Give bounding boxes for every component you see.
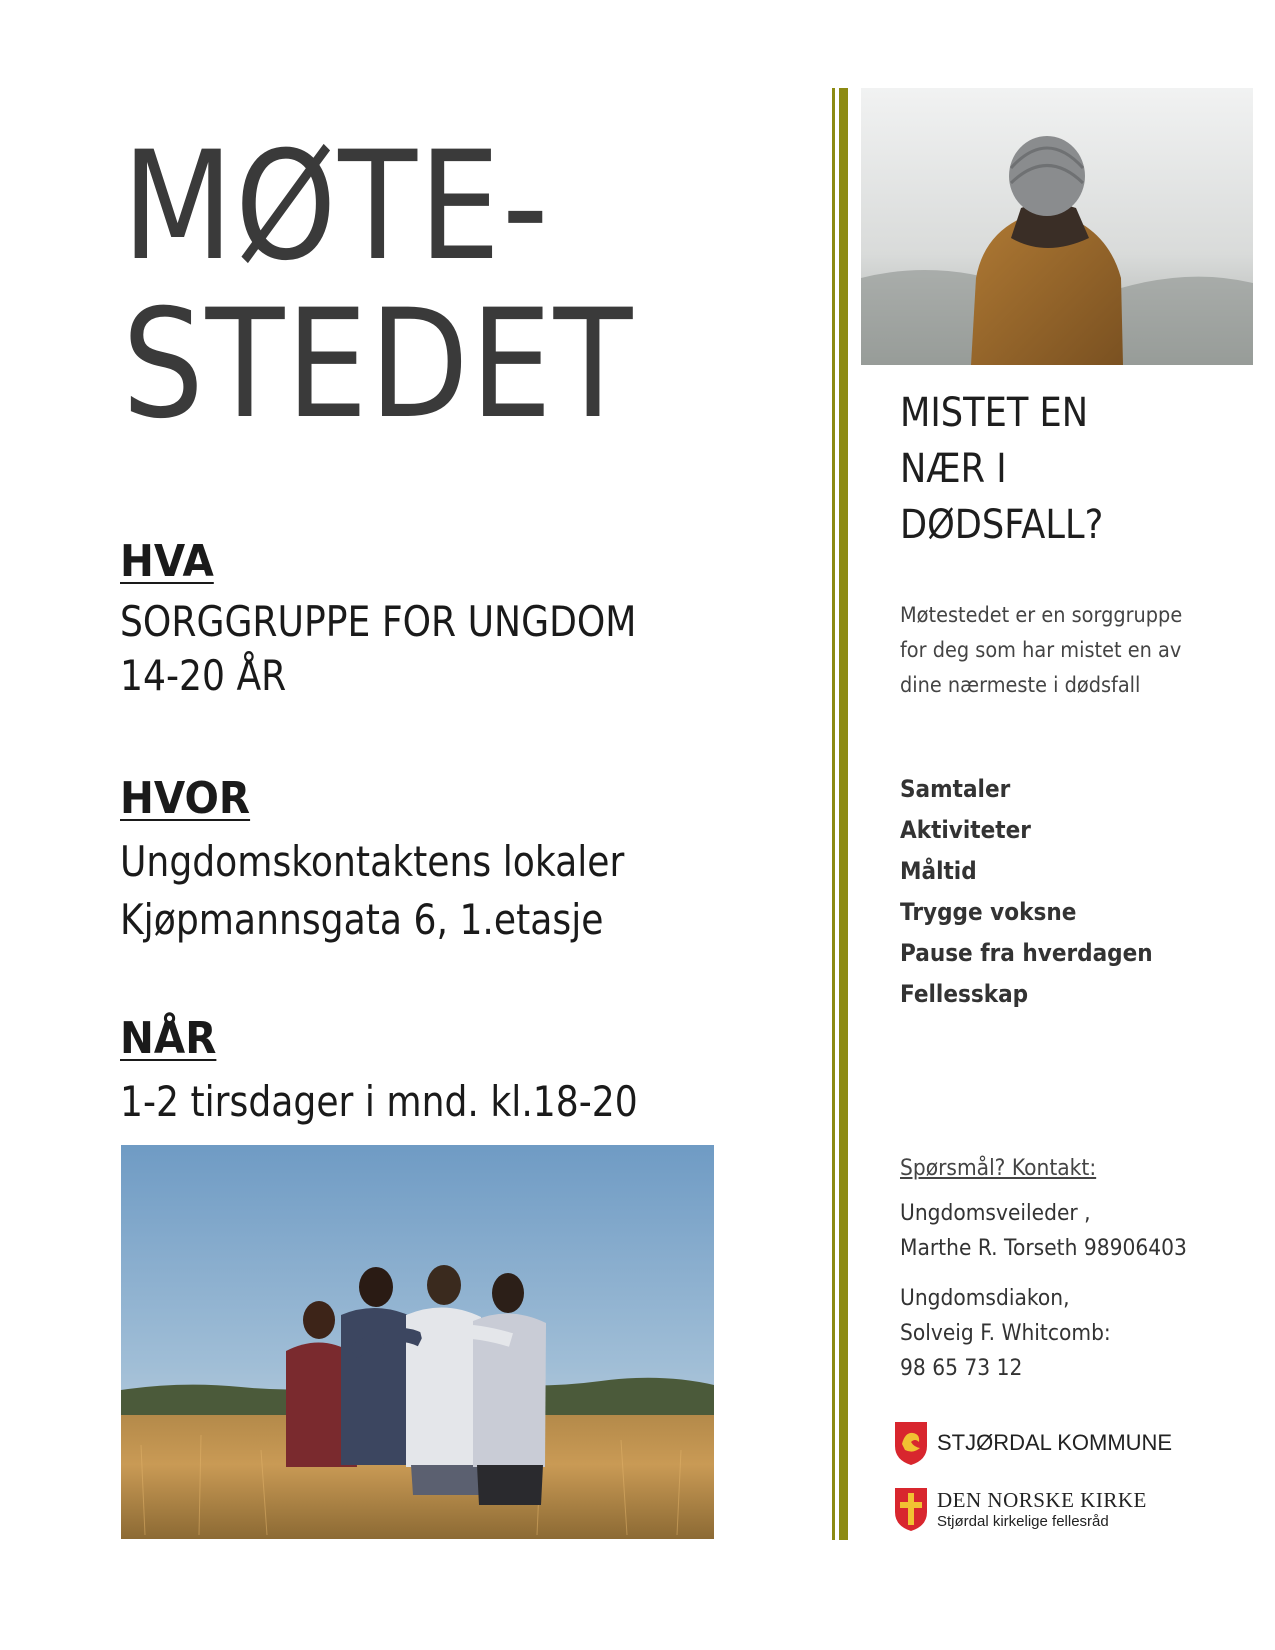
vertical-divider-thin <box>832 88 835 1540</box>
section-hva-line-1: SORGGRUPPE FOR UNGDOM <box>120 597 637 646</box>
side-intro-line-3: dine nærmeste i dødsfall <box>900 673 1141 697</box>
contact-person1-line-1: Ungdomsveileder , <box>900 1201 1091 1226</box>
title-line-2: STEDET <box>122 278 635 452</box>
kirke-subtitle: Stjørdal kirkelige fellesråd <box>937 1513 1109 1530</box>
contact-heading: Spørsmål? Kontakt: <box>900 1156 1097 1181</box>
section-heading-hva: HVA <box>120 536 214 587</box>
kommune-shield-icon <box>893 1420 929 1466</box>
friends-field-photo <box>121 1145 714 1539</box>
section-heading-nar: NÅR <box>120 1013 217 1064</box>
section-heading-hvor: HVOR <box>120 773 251 824</box>
den-norske-kirke-logo <box>893 1486 1147 1532</box>
side-heading-line-3: DØDSFALL? <box>900 502 1104 548</box>
contact-person2-line-1: Ungdomsdiakon, <box>900 1286 1070 1311</box>
contact-person2-line-3: 98 65 73 12 <box>900 1356 1023 1381</box>
side-heading-line-1: MISTET EN <box>900 390 1089 436</box>
kirke-shield-icon <box>893 1486 929 1532</box>
section-hva-line-2: 14-20 ÅR <box>120 651 287 700</box>
activity-item: Måltid <box>900 857 977 885</box>
section-nar-line-1: 1-2 tirsdager i mnd. kl.18-20 <box>120 1077 638 1126</box>
title-line-1: MØTE- <box>122 120 551 294</box>
kirke-name: DEN NORSKE KIRKE <box>937 1488 1147 1512</box>
vertical-divider-thick <box>839 88 848 1540</box>
stjordal-kommune-logo <box>893 1420 1172 1466</box>
side-intro-line-1: Møtestedet er en sorggruppe <box>900 603 1183 627</box>
section-hvor-line-2: Kjøpmannsgata 6, 1.etasje <box>120 895 604 944</box>
contact-person1-line-2: Marthe R. Torseth 98906403 <box>900 1236 1187 1261</box>
activity-item: Aktiviteter <box>900 816 1031 844</box>
kommune-name: STJØRDAL KOMMUNE <box>937 1430 1173 1455</box>
side-heading-line-2: NÆR I <box>900 446 1007 492</box>
contact-person2-line-2: Solveig F. Whitcomb: <box>900 1321 1111 1346</box>
section-hvor-line-1: Ungdomskontaktens lokaler <box>120 837 625 886</box>
person-beanie-photo <box>861 88 1253 365</box>
activity-item: Fellesskap <box>900 980 1029 1008</box>
kirke-text <box>937 1488 1147 1530</box>
activity-item: Pause fra hverdagen <box>900 939 1153 967</box>
side-intro-line-2: for deg som har mistet en av <box>900 638 1182 662</box>
activity-item: Samtaler <box>900 775 1011 803</box>
activity-item: Trygge voksne <box>900 898 1077 926</box>
